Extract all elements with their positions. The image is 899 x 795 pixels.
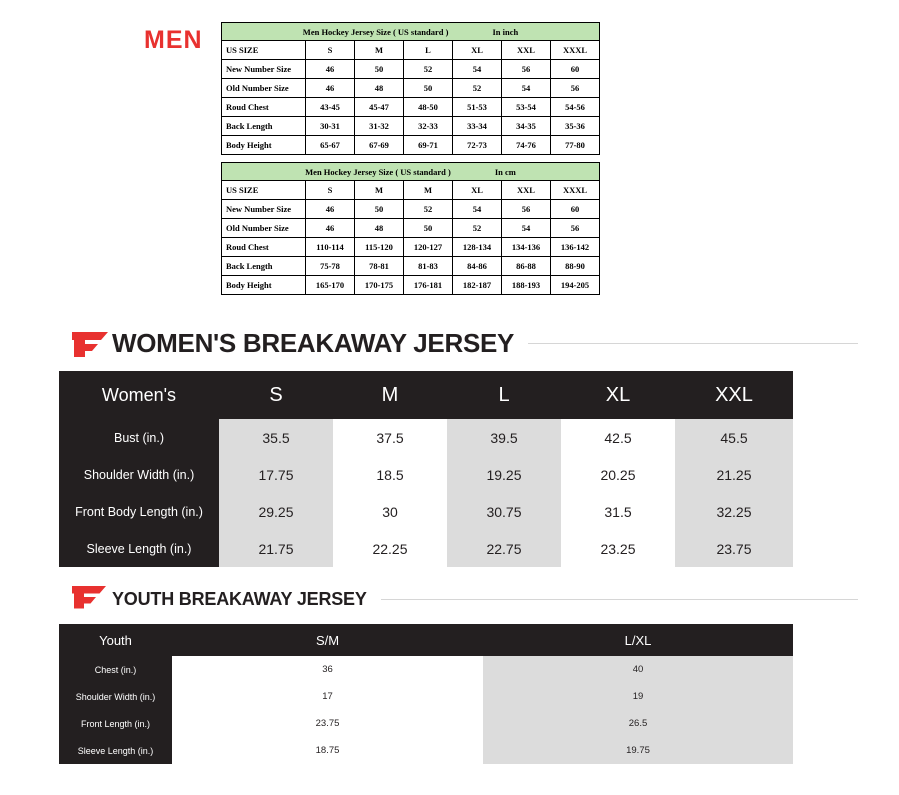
men-cm-cell: 78-81 [355,257,404,276]
heading-divider [528,343,858,344]
men-inch-cell: 31-32 [355,117,404,136]
men-cm-header-cell: S [306,181,355,200]
youth-size-section [68,574,858,764]
men-inch-cell: 30-31 [306,117,355,136]
womens-cell: 17.75 [219,456,333,493]
men-cm-cell: 48 [355,219,404,238]
table-row [222,219,600,238]
men-title: MEN [144,26,203,54]
womens-cell: 31.5 [561,493,675,530]
womens-cell: 22.25 [333,530,447,567]
table-row [59,456,793,493]
womens-size-section [68,318,858,567]
womens-row-label: Front Body Length (in.) [59,493,219,530]
men-inch-cell: 50 [404,79,453,98]
men-inch-cell: 48 [355,79,404,98]
men-cm-cell: 170-175 [355,276,404,295]
womens-cell: 30.75 [447,493,561,530]
men-cm-cell: 176-181 [404,276,453,295]
youth-cell: 19.75 [483,737,793,764]
men-inch-cell: 52 [404,60,453,79]
men-inch-cell: 46 [306,60,355,79]
men-cm-cell: 81-83 [404,257,453,276]
men-cm-cell: 128-134 [453,238,502,257]
men-cm-cell: 46 [306,200,355,219]
men-inch-cell: 35-36 [551,117,600,136]
men-cm-cell: 50 [355,200,404,219]
womens-size-header-xxl: XXL [675,371,793,419]
men-inch-cell: 43-45 [306,98,355,117]
men-inch-banner-left: Men Hockey Jersey Size ( US standard ) [302,26,449,37]
womens-size-header-m: M [333,371,447,419]
men-inch-cell: 69-71 [404,136,453,155]
youth-heading: YOUTH BREAKAWAY JERSEY [112,588,367,609]
heading-divider [381,599,858,600]
men-cm-banner-left: Men Hockey Jersey Size ( US standard ) [305,166,451,177]
men-size-table-cm [221,162,600,295]
youth-cell: 40 [483,656,793,683]
womens-cell: 18.5 [333,456,447,493]
men-inch-header-cell: M [355,41,404,60]
fanatics-logo-icon [68,584,112,614]
men-inch-cell: 56 [502,60,551,79]
men-cm-cell: 75-78 [306,257,355,276]
womens-heading: WOMEN'S BREAKAWAY JERSEY [112,328,515,358]
men-inch-header-cell: XL [453,41,502,60]
womens-cell: 21.25 [675,456,793,493]
men-inch-banner-right: In inch [492,26,519,37]
youth-cell: 26.5 [483,710,793,737]
men-inch-row-label: Back Length [222,117,306,136]
youth-row-label: Chest (in.) [59,656,172,683]
youth-cell: 36 [172,656,483,683]
womens-row-label: Bust (in.) [59,419,219,456]
womens-row-label: Sleeve Length (in.) [59,530,219,567]
table-row [59,493,793,530]
men-inch-cell: 65-67 [306,136,355,155]
youth-heading-row [68,584,858,614]
youth-cell: 19 [483,683,793,710]
men-cm-header-cell: US SIZE [222,181,306,200]
men-cm-banner-right: In cm [494,166,516,177]
men-size-table-inch [221,22,600,155]
men-tables-wrapper [221,22,599,295]
men-cm-cell: 165-170 [306,276,355,295]
womens-cell: 32.25 [675,493,793,530]
men-inch-banner [222,23,600,41]
womens-cell: 30 [333,493,447,530]
womens-cell: 29.25 [219,493,333,530]
table-row [59,737,793,764]
table-row [222,238,600,257]
men-inch-row-label: Body Height [222,136,306,155]
womens-header-row [59,371,793,419]
men-inch-cell: 33-34 [453,117,502,136]
womens-heading-row [68,328,858,359]
table-row [222,117,600,136]
womens-cell: 20.25 [561,456,675,493]
men-tables-spacer [221,155,599,162]
womens-cell: 22.75 [447,530,561,567]
men-inch-header-cell: XXL [502,41,551,60]
men-inch-cell: 54 [502,79,551,98]
youth-size-table [59,624,793,764]
youth-cell: 17 [172,683,483,710]
youth-corner-label: Youth [59,624,172,656]
men-cm-cell: 182-187 [453,276,502,295]
men-inch-cell: 72-73 [453,136,502,155]
fanatics-logo-icon [68,329,112,359]
men-cm-banner [222,163,600,181]
men-cm-cell: 54 [453,200,502,219]
youth-size-header-lxl: L/XL [483,624,793,656]
womens-size-header-xl: XL [561,371,675,419]
men-cm-row-label: Roud Chest [222,238,306,257]
table-row [222,276,600,295]
men-cm-cell: 84-86 [453,257,502,276]
men-cm-cell: 56 [502,200,551,219]
men-cm-cell: 52 [453,219,502,238]
womens-size-table [59,371,793,567]
men-inch-cell: 53-54 [502,98,551,117]
table-row [222,60,600,79]
men-inch-header-cell: US SIZE [222,41,306,60]
womens-size-header-l: L [447,371,561,419]
men-cm-cell: 46 [306,219,355,238]
womens-cell: 23.75 [675,530,793,567]
youth-size-header-sm: S/M [172,624,483,656]
men-cm-row-label: Back Length [222,257,306,276]
men-cm-cell: 88-90 [551,257,600,276]
table-row [222,257,600,276]
womens-size-header-s: S [219,371,333,419]
womens-row-label: Shoulder Width (in.) [59,456,219,493]
table-row [222,200,600,219]
womens-cell: 23.25 [561,530,675,567]
womens-corner-label: Women's [59,371,219,419]
youth-header-row [59,624,793,656]
men-cm-cell: 115-120 [355,238,404,257]
men-inch-cell: 77-80 [551,136,600,155]
men-cm-cell: 54 [502,219,551,238]
men-size-section [0,0,899,300]
womens-cell: 19.25 [447,456,561,493]
men-cm-row-label: Body Height [222,276,306,295]
table-row [59,656,793,683]
men-cm-header-cell: M [355,181,404,200]
men-inch-cell: 52 [453,79,502,98]
men-cm-cell: 134-136 [502,238,551,257]
men-inch-banner-row [222,23,600,41]
men-inch-cell: 48-50 [404,98,453,117]
men-cm-header-cell: XL [453,181,502,200]
men-inch-cell: 51-53 [453,98,502,117]
men-inch-cell: 54-56 [551,98,600,117]
table-row [222,98,600,117]
youth-row-label: Shoulder Width (in.) [59,683,172,710]
men-cm-cell: 50 [404,219,453,238]
men-cm-header-cell: XXXL [551,181,600,200]
men-inch-cell: 54 [453,60,502,79]
men-inch-header-cell: L [404,41,453,60]
men-inch-cell: 74-76 [502,136,551,155]
men-inch-header-cell: S [306,41,355,60]
womens-cell: 35.5 [219,419,333,456]
men-cm-header-cell: M [404,181,453,200]
men-inch-row-label: Old Number Size [222,79,306,98]
men-cm-cell: 120-127 [404,238,453,257]
womens-cell: 45.5 [675,419,793,456]
men-cm-cell: 56 [551,219,600,238]
men-cm-header-cell: XXL [502,181,551,200]
youth-cell: 23.75 [172,710,483,737]
men-cm-cell: 60 [551,200,600,219]
men-inch-cell: 67-69 [355,136,404,155]
men-inch-header-row [222,41,600,60]
womens-cell: 39.5 [447,419,561,456]
table-row [59,419,793,456]
men-inch-cell: 56 [551,79,600,98]
men-cm-cell: 194-205 [551,276,600,295]
table-row [59,710,793,737]
table-row [59,683,793,710]
men-cm-cell: 86-88 [502,257,551,276]
men-cm-row-label: Old Number Size [222,219,306,238]
womens-cell: 37.5 [333,419,447,456]
men-cm-cell: 188-193 [502,276,551,295]
men-inch-cell: 34-35 [502,117,551,136]
men-inch-row-label: New Number Size [222,60,306,79]
men-inch-cell: 32-33 [404,117,453,136]
men-cm-header-row [222,181,600,200]
men-inch-cell: 60 [551,60,600,79]
womens-cell: 21.75 [219,530,333,567]
youth-row-label: Sleeve Length (in.) [59,737,172,764]
men-inch-row-label: Roud Chest [222,98,306,117]
youth-cell: 18.75 [172,737,483,764]
men-cm-banner-row [222,163,600,181]
men-inch-header-cell: XXXL [551,41,600,60]
table-row [59,530,793,567]
men-inch-cell: 50 [355,60,404,79]
men-inch-cell: 46 [306,79,355,98]
men-cm-cell: 52 [404,200,453,219]
men-inch-cell: 45-47 [355,98,404,117]
table-row [222,136,600,155]
youth-row-label: Front Length (in.) [59,710,172,737]
womens-cell: 42.5 [561,419,675,456]
men-cm-cell: 136-142 [551,238,600,257]
table-row [222,79,600,98]
men-cm-row-label: New Number Size [222,200,306,219]
men-cm-cell: 110-114 [306,238,355,257]
